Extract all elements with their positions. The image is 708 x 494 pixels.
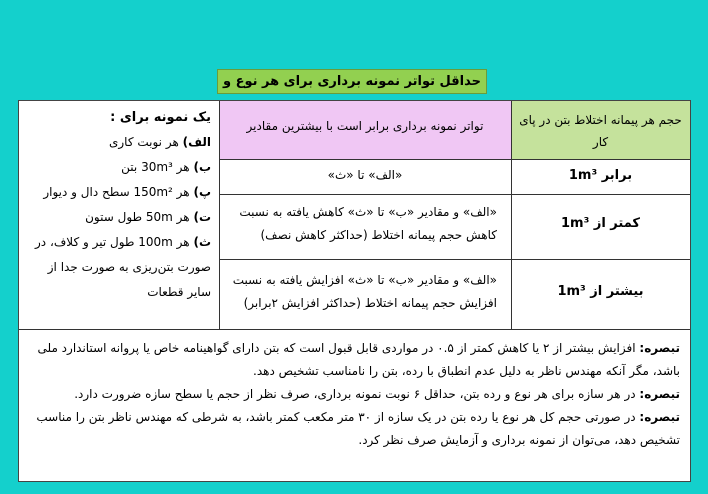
table-title: حداقل تواتر نمونه برداری برای هر نوع و	[217, 69, 487, 94]
grid-line	[19, 329, 690, 330]
concrete-sampling-table	[18, 100, 691, 482]
frequency-column-header: تواتر نمونه برداری برابر است با بیشترین مقادیر	[219, 101, 511, 159]
grid-line	[219, 101, 220, 329]
sample-item: ث) هر 100m طول تیر و کلاف، در صورت بتن‌ریزی به صورت جدا از سایر قطعات	[35, 235, 211, 299]
note: تبصره: افزایش بیشتر از ۲ یا کاهش کمتر از ۰.۵ در مواردی قابل قبول است که بتن دارای گواهینامه خاص یا پروانه استاندارد ملی باشد، مگر آنکه مهندس ناظر به دلیل عدم انطباق با رده، بتن را نامناسب تشخیص دهد.	[37, 341, 680, 378]
sample-requirements	[19, 101, 219, 329]
frequency-equal: «الف» تا «ث»	[327, 168, 403, 182]
note: تبصره: در صورتی حجم کل هر نوع یا رده بتن در یک سازه از ۳۰ متر مکعب کمتر باشد، به شرطی که مهندس ناظر بتن را مناسب تشخیص دهد، می‌توان از نمونه برداری و آزمایش صرف نظر کرد.	[36, 410, 680, 447]
grid-line	[219, 259, 690, 260]
grid-line	[219, 159, 690, 160]
note: تبصره: در هر سازه برای هر نوع و رده بتن، حداقل ۶ نوبت نمونه برداری، صرف نظر از حجم یا سطح سازه ضرورت دارد.	[74, 387, 680, 401]
grid-line	[511, 101, 512, 329]
sample-item: الف) هر نوبت کاری	[108, 135, 211, 149]
sample-item: ت) هر 50m طول ستون	[85, 210, 211, 224]
volume-column-header: حجم هر پیمانه اختلاط بتن در پای کار	[511, 101, 690, 159]
sample-item: پ) هر 150m² سطح دال و دیوار	[43, 185, 211, 199]
sample-item: ب) هر 30m³ بتن	[121, 160, 211, 174]
frequency-more: «الف» و مقادیر «ب» تا «ث» افزایش یافته به نسبت افزایش حجم پیمانه اختلاط (حداکثر افزایش ۲برابر)	[232, 273, 497, 310]
volume-less: کمتر از 1m³	[561, 216, 640, 231]
grid-line	[219, 194, 690, 195]
volume-equal: برابر 1m³	[568, 168, 633, 183]
volume-more: بیشتر از 1m³	[557, 284, 644, 299]
sample-heading: یک نمونه برای :	[110, 110, 211, 125]
notes-section	[19, 329, 690, 481]
frequency-less: «الف» و مقادیر «ب» تا «ث» کاهش یافته به نسبت کاهش حجم پیمانه اختلاط (حداکثر کاهش نصف)	[239, 205, 497, 242]
